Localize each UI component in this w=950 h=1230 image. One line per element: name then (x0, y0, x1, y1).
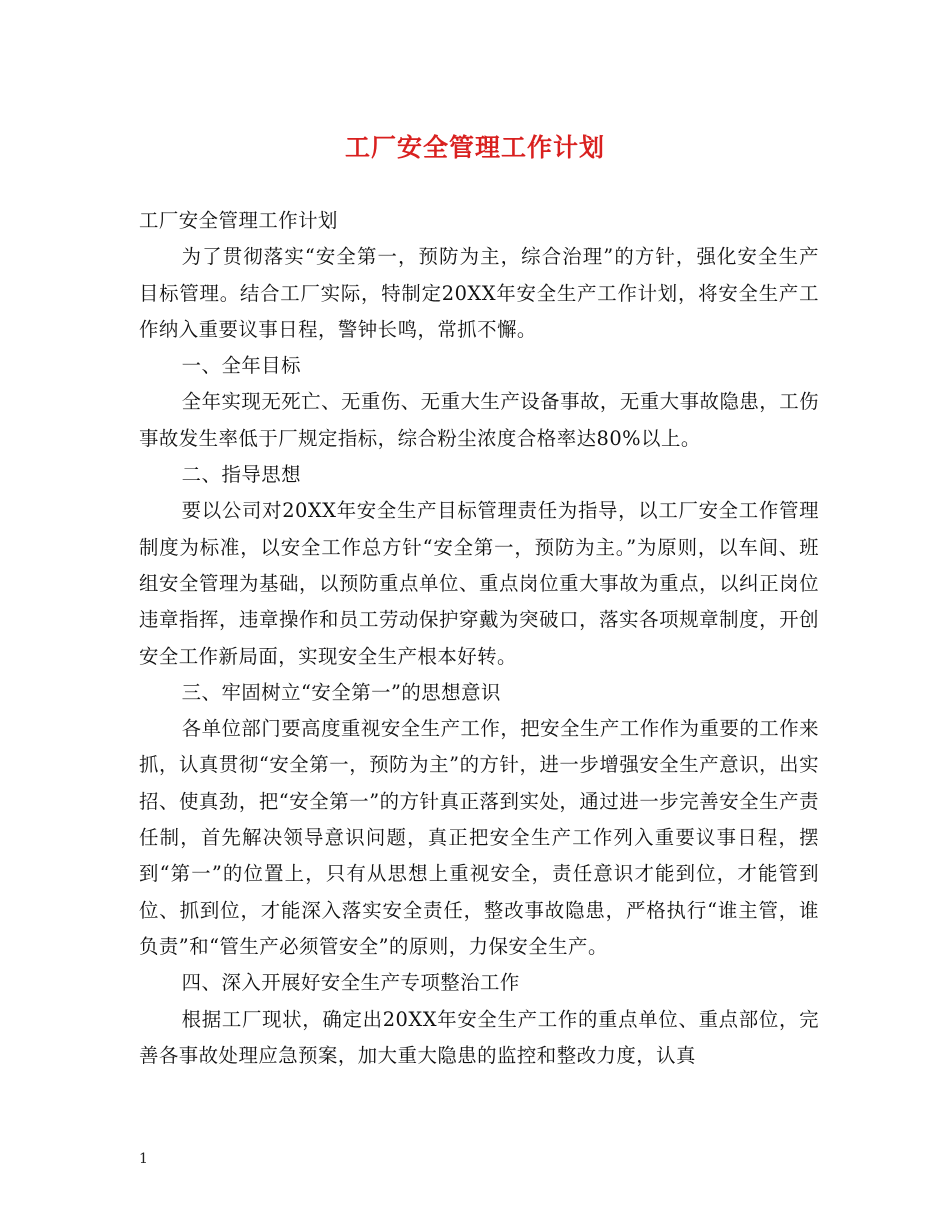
paragraph-safety-awareness: 各单位部门要高度重视安全生产工作，把安全生产工作作为重要的工作来抓，认真贯彻“安全第一，预防为主”的方针，进一步增强安全生产意识，出实招、使真劲，把“安全第一”的方针真正落到实处，通过进一步完善安全生产责任制，首先解决领导意识问题，真正把安全生产工作列入重要议事日程，摆到“第一”的位置上，只有从思想上重视安全，责任意识才能到位，才能管到位、抓到位，才能深入落实安全责任，整改事故隐患，严格执行“谁主管，谁负责”和“管生产必须管安全”的原则，力保安全生产。 (139, 717, 819, 958)
paragraph-special-rectification: 根据工厂现状，确定出20XX年安全生产工作的重点单位、重点部位，完善各事故处理应急预案，加大重大隐患的监控和整改力度，认真 (139, 1007, 819, 1067)
paragraph-intro: 为了贯彻落实“安全第一，预防为主，综合治理”的方针，强化安全生产目标管理。结合工厂实际，特制定20XX年安全生产工作计划，将安全生产工作纳入重要议事日程，警钟长鸣，常抓不懈。 (139, 245, 819, 341)
paragraph-goals: 全年实现无死亡、无重伤、无重大生产设备事故，无重大事故隐患，工伤事故发生率低于厂规定指标，综合粉尘浓度合格率达80%以上。 (139, 390, 819, 450)
page-number: 1 (139, 1151, 148, 1167)
paragraph-guiding-thought: 要以公司对20XX年安全生产目标管理责任为指导，以工厂安全工作管理制度为标准，以安全工作总方针“安全第一，预防为主。”为原则，以车间、班组安全管理为基础，以预防重点单位、重点岗位重大事故为重点，以纠正岗位违章指挥，违章操作和员工劳动保护穿戴为突破口，落实各项规章制度，开创安全工作新局面，实现安全生产根本好转。 (139, 499, 819, 668)
section-heading-safety-awareness: 三、牢固树立“安全第一”的思想意识 (181, 680, 501, 704)
section-heading-special-rectification: 四、深入开展好安全生产专项整治工作 (181, 971, 520, 995)
document-subtitle: 工厂安全管理工作计划 (139, 209, 338, 232)
section-heading-goals: 一、全年目标 (181, 354, 302, 378)
document-body (139, 203, 819, 1074)
section-heading-guiding-thought: 二、指导思想 (181, 463, 302, 487)
document-title: 工厂安全管理工作计划 (344, 133, 605, 162)
